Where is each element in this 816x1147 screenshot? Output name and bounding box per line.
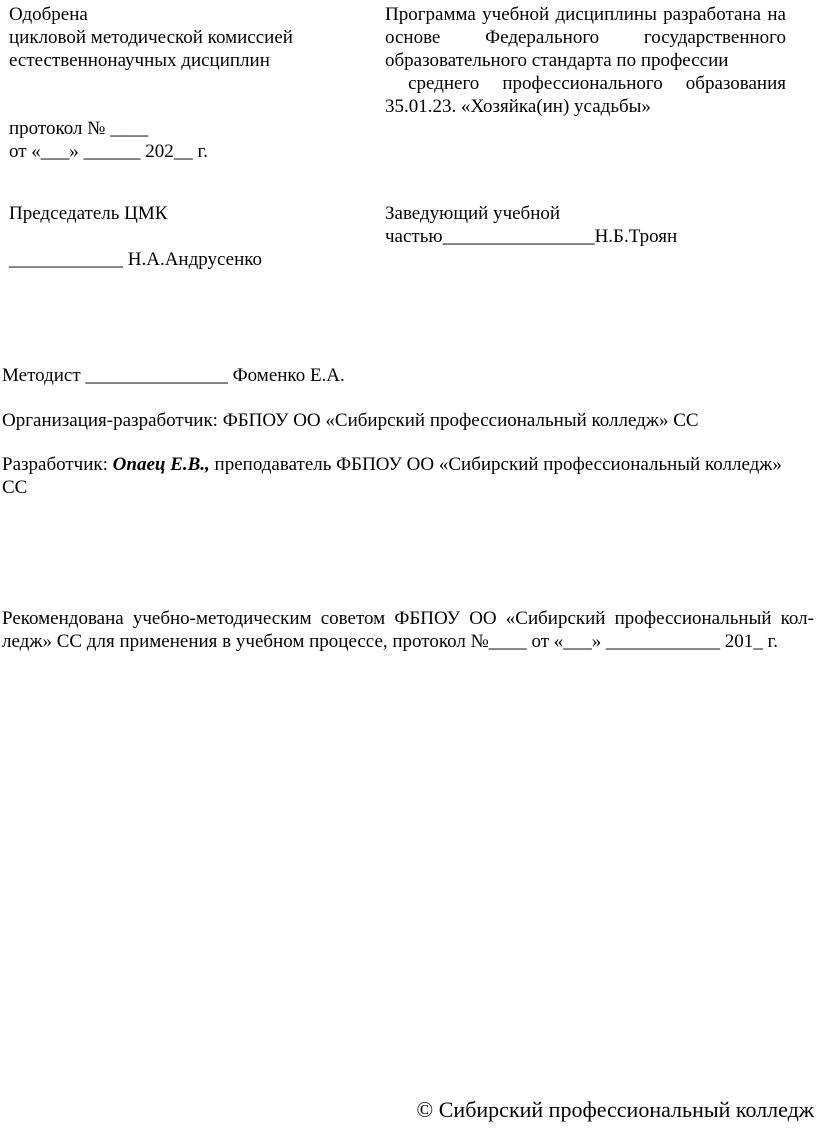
chairman-signature bbox=[9, 248, 349, 271]
protocol-date-line: от «___» ______ 202__ г. bbox=[9, 141, 208, 162]
chairman-title bbox=[9, 202, 349, 225]
developer-label: Разработчик: bbox=[2, 454, 113, 475]
protocol-line: протокол № ____ bbox=[9, 118, 149, 139]
program-line: 35.01.23. «Хозяйка(ин) усадьбы» bbox=[385, 96, 651, 117]
developer-line bbox=[2, 453, 802, 499]
head-of-studies-block bbox=[385, 202, 786, 248]
methodist-line-text: Методист _______________ Фоменко Е.А. bbox=[2, 365, 345, 386]
recommendation-line: ледж» СС для применения в учебном процессе, протокол №____ от «___» ____________ 201_ г. bbox=[2, 631, 778, 652]
program-line: образовательного стандарта по профессии bbox=[385, 50, 729, 71]
footer-copyright: © Сибирский профессиональный колледж bbox=[416, 1097, 814, 1122]
chairman-title-text: Председатель ЦМК bbox=[9, 203, 168, 224]
head-title: Заведующий учебной bbox=[385, 203, 561, 224]
recommendation-paragraph bbox=[2, 607, 814, 653]
head-signature: частью________________Н.Б.Троян bbox=[385, 226, 678, 247]
protocol-block bbox=[9, 117, 349, 163]
program-line: среднего профессионального образования bbox=[385, 73, 787, 94]
organization-line bbox=[2, 409, 699, 432]
program-basis-block bbox=[385, 3, 786, 118]
recommendation-line: Рекомендована учебно-методическим советом ФБПОУ ОО «Сибирский профессиональный кол- bbox=[2, 608, 814, 629]
program-line: основе Федерального государственного bbox=[385, 27, 786, 48]
developer-rest: преподаватель ФБПОУ ОО «Сибирский профессиональный колледж» СС bbox=[2, 454, 787, 498]
approved-line: естественнонаучных дисциплин bbox=[9, 50, 270, 71]
organization-line-text: Организация-разработчик: ФБПОУ ОО «Сибирский профессиональный колледж» СС bbox=[2, 410, 699, 431]
methodist-line bbox=[2, 364, 345, 387]
approved-line: цикловой методической комиссией bbox=[9, 27, 293, 48]
approved-line: Одобрена bbox=[9, 4, 88, 25]
chairman-signature-text: ____________ Н.А.Андрусенко bbox=[9, 249, 263, 270]
program-line: Программа учебной дисциплины разработана на bbox=[385, 4, 786, 25]
developer-name: Опаец Е.В., bbox=[112, 454, 210, 475]
approval-block bbox=[9, 3, 349, 72]
